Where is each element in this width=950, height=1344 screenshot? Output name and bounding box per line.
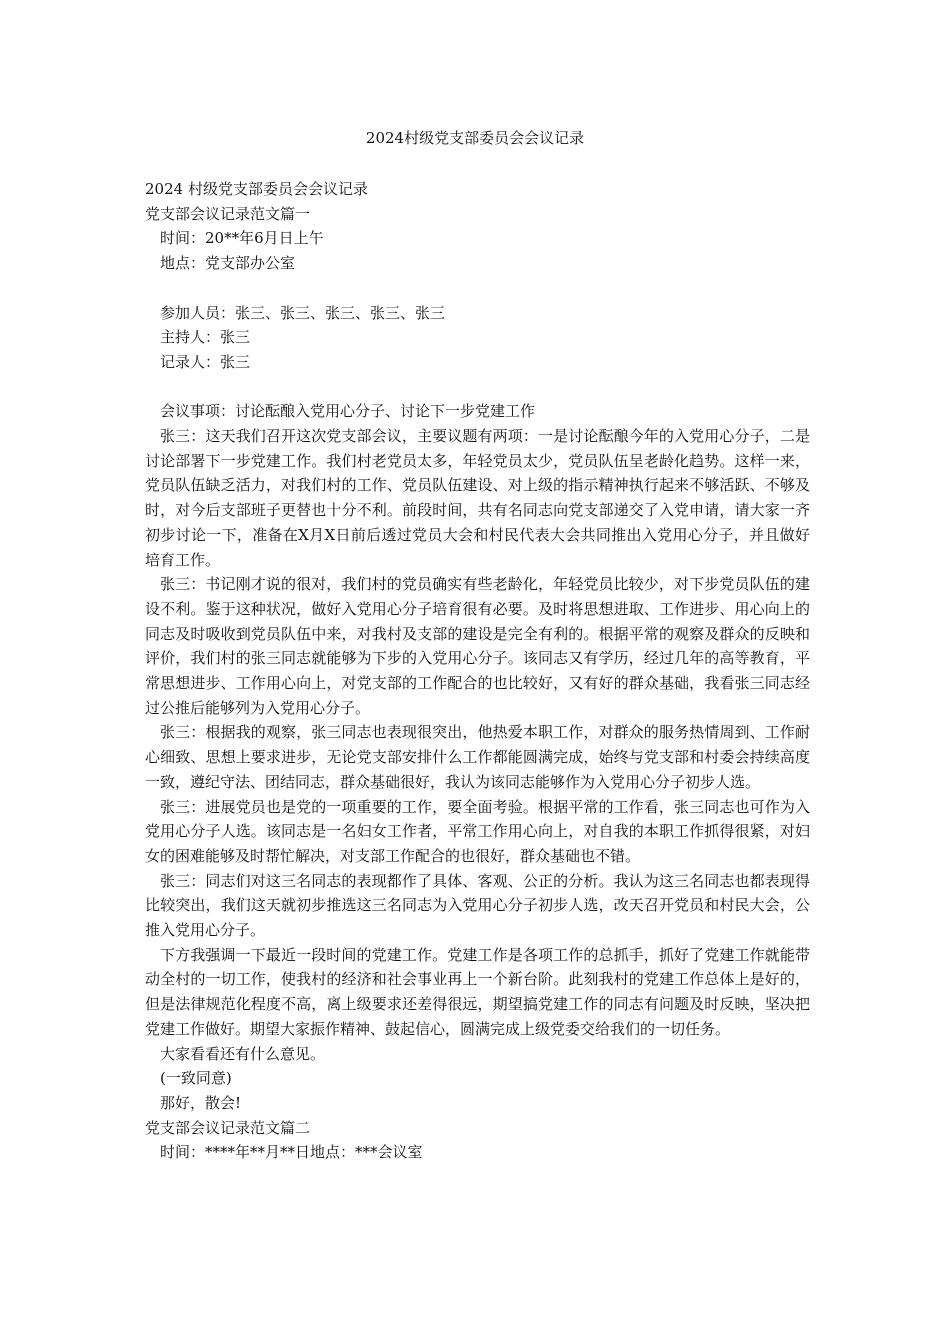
agreement-note: (一致同意) xyxy=(160,1069,232,1088)
speech-paragraph: 张三：根据我的观察，张三同志也表现很突出，他热爱本职工作，对群众的服务热情周到、工作耐心细致、思想上要求进步，无论党支部安排什么工作都能圆满完成，始终与党支部和村委会持续高度一致，遵纪守法、团结同志，群众基础很好，我认为该同志能够作为入党用心分子初步人选。 xyxy=(145,723,810,791)
document-title: 2024村级党支部委员会会议记录 xyxy=(365,129,585,147)
blank-line xyxy=(145,276,810,301)
speech-paragraph: 张三：进展党员也是党的一项重要的工作，要全面考验。根据平常的工作看，张三同志也可作为入党用心分子人选。该同志是一名妇女工作者，平常工作用心向上，对自我的本职工作抓得很紧，对妇女的困难能够及时帮忙解决，对支部工作配合的也很好，群众基础也不错。 xyxy=(145,797,810,865)
meeting-agenda: 会议事项：讨论酝酿入党用心分子、讨论下一步党建工作 xyxy=(160,402,536,421)
section2-title: 党支部会议记录范文篇二 xyxy=(145,1118,311,1137)
speech-paragraph: 张三：书记刚才说的很对，我们村的党员确实有些老龄化，年轻党员比较少，对下步党员队伍的建设不利。鉴于这种状况，做好入党用心分子培育很有必要。及时将思想进取、工作进步、用心向上的同志及时吸收到党员队伍中来，对我村及支部的建设是完全有利的。根据平常的观察及群众的反映和评价，我们村的张三同志就能够为下步的入党用心分子。该同志又有学历，经过几年的高等教育，平常思想进步、工作用心向上，对党支部的工作配合的也比较好，又有好的群众基础，我看张三同志经过公推后能够列为入党用心分子。 xyxy=(145,575,810,717)
meeting-recorder: 记录人：张三 xyxy=(160,352,251,371)
document-body xyxy=(145,177,810,1165)
document-heading: 2024 村级党支部委员会会议记录 xyxy=(145,180,368,198)
speech-paragraph: 张三：同志们对这三名同志的表现都作了具体、客观、公正的分析。我认为这三名同志也都表现得比较突出，我们这天就初步推选这三名同志为入党用心分子初步人选，改天召开党员和村民大会，公推入党用心分子。 xyxy=(145,871,810,940)
meeting-place: 地点：党支部办公室 xyxy=(160,254,296,273)
speech-paragraph: 下方我强调一下最近一段时间的党建工作。党建工作是各项工作的总抓手，抓好了党建工作就能带动全村的一切工作，使我村的经济和社会事业再上一个新台阶。此刻我村的党建工作总体上是好的，但是法律规范化程度不高，离上级要求还差得很远，期望搞党建工作的同志有问题及时反映，坚决把党建工作做好。期望大家振作精神、鼓起信心，圆满完成上级党委交给我们的一切任务。 xyxy=(145,945,810,1038)
section1-title: 党支部会议记录范文篇一 xyxy=(145,204,311,223)
meeting-time: 时间：20**年6月日上午 xyxy=(160,229,324,248)
meeting-host: 主持人：张三 xyxy=(160,328,251,347)
closing-question: 大家看看还有什么意见。 xyxy=(160,1044,326,1063)
meeting-participants: 参加人员：张三、张三、张三、张三、张三 xyxy=(160,303,446,322)
blank-line xyxy=(145,375,810,400)
adjourn-line: 那好，散会! xyxy=(160,1093,242,1112)
speech-paragraph: 张三：这天我们召开这次党支部会议，主要议题有两项：一是讨论酝酿今年的入党用心分子，二是讨论部署下一步党建工作。我们村老党员太多，年轻党员太少，党员队伍呈老龄化趋势。这样一来，党员队伍缺乏活力，对我们村的工作、党员队伍建设、对上级的指示精神执行起来不够活跃、不够及时，对今后支部班子更替也十分不利。前段时间，共有名同志向党支部递交了入党申请，请大家一齐初步讨论一下，准备在X月X日前后透过党员大会和村民代表大会共同推出入党用心分子，并且做好培育工作。 xyxy=(145,427,810,569)
section2-time-place: 时间：****年**月**日地点：***会议室 xyxy=(160,1143,423,1162)
